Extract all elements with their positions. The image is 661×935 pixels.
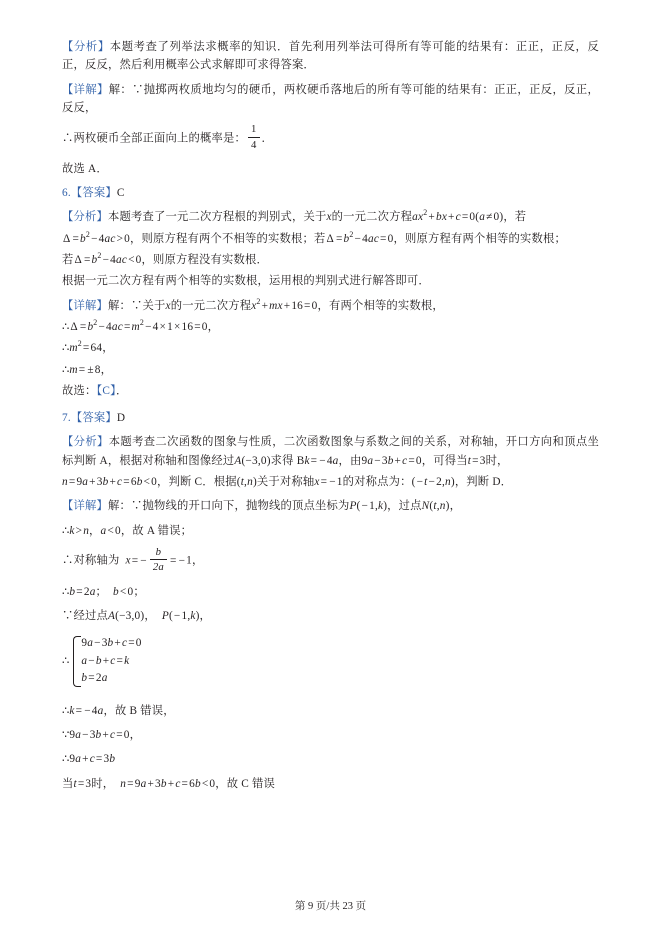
discriminant-negative-math: $\Delta =b^2-4ac<0$ — [74, 251, 142, 267]
probability-text-before: ∴两枚硬币全部正面向上的概率是： — [62, 132, 246, 145]
analysis-paragraph-7: 【分析】本题考查二次函数的图象与性质，二次函数图象与系数之间的关系，对称轴，开口方向和顶点坐标判断 A，根据对称轴和图像经过A(−3,0)求得 Bk= −4a，由9a−3b+c=0，可得当t=3时， — [62, 436, 599, 467]
answer-label-7: 【答案】 — [70, 412, 117, 425]
k-equals-neg4a-math-2: k= −4a — [69, 704, 104, 717]
analysis-conclusion-text-6: 根据一元二次方程有两个相等的实数根，运用根的判别式进行解答即可． — [62, 275, 430, 288]
given-9a-3b-c-line: ∵9a−3b+c=0， — [62, 729, 142, 741]
choose-answer-text: 故选 A． — [62, 162, 108, 175]
question-7-number: 7. — [62, 412, 71, 425]
analysis-conclusion-6 — [62, 272, 599, 290]
solution-text: 解：∵抛掷两枚质地均匀的硬币，两枚硬币落地后的所有等可能的结果有：正正，正反，反正，反反， — [62, 83, 599, 114]
discriminant-line-1: $\Delta =b^2-4ac>0$，则原方程有两个不相等的实数根；若$\Delta =b^2-4ac=0$，则原方程有两个相等的实数根； — [63, 230, 566, 245]
fraction-numerator: 1 — [248, 123, 260, 137]
system-row-2: a−b+c=k — [81, 654, 130, 667]
analysis-text-6a: 本题考查了一元二次方程根的判别式，关于 — [108, 211, 327, 224]
variable-x-6b: x — [165, 299, 171, 312]
equation-quadratic-specific: $x^2+mx+16=0$ — [251, 296, 318, 312]
system-of-equations-line — [62, 635, 599, 688]
fraction-numerator-b: b — [150, 546, 167, 560]
solution-paragraph-7: 【详解】解：∵抛物线的开口向下，抛物线的顶点坐标为P(−1,k)，过点N(t,n)， — [62, 500, 462, 513]
derived-9a-c-line: ∴9a+c=3b — [62, 753, 116, 766]
analysis-label: 【分析】 — [62, 41, 110, 53]
t3-math: t=3 — [73, 777, 92, 790]
k-equals-neg4a: k= −4a — [304, 454, 339, 467]
k-gt-n-line: ∴k>n，a<0，故 A 错误； — [62, 524, 193, 537]
choose-answer-6: 【C】 — [96, 384, 116, 397]
m-squared-line: $\therefore m^2=64$， — [62, 339, 114, 355]
choose-answer-line-1 — [62, 160, 599, 178]
question-7-answer-line — [62, 409, 599, 427]
analysis-text-6b: 的一元二次方程 — [331, 211, 413, 224]
b-equals-2a-line: ∴b=2a； b<0； — [62, 585, 145, 598]
b-equals-2a-math: b=2a — [69, 585, 96, 598]
n-expression-math: n=9a+3b+c=6b<0 — [62, 476, 157, 489]
variable-x-6: x — [326, 211, 332, 224]
analysis-paragraph-7b: n=9a+3b+c=6b<0，判断 C．根据(t,n)关于对称轴x= −1的对称点为：(−t−2,n)，判断 D． — [62, 476, 513, 489]
system-row-1: 9a−3b+c=0 — [81, 637, 142, 650]
page-footer: 第 9 页/共 23 页 — [294, 901, 367, 912]
m-value-line: ∴m= ±8， — [62, 363, 113, 376]
analysis-paragraph-6 — [62, 208, 599, 226]
choose-text-6-before: 故选： — [62, 384, 97, 397]
answer-label-6: 【答案】 — [70, 187, 117, 200]
solution-text-6a: 解：∵关于 — [108, 299, 166, 312]
solution-paragraph-6 — [62, 297, 599, 315]
derived-9a-c-math: 9a+c=3b — [69, 753, 116, 766]
fraction-denominator: 4 — [250, 138, 257, 151]
discriminant-positive-math: $\Delta =b^2-4ac>0$ — [63, 230, 131, 245]
analysis-text-6c: ，若 — [503, 211, 527, 224]
k-gt-n-math: k>n — [69, 524, 90, 537]
solution-label-6: 【详解】 — [62, 299, 108, 312]
symmetric-point: (−t−2,n) — [411, 476, 455, 489]
n-value-math: n=9a+3b+c=6b<0 — [120, 777, 216, 790]
question-6-answer-line — [62, 184, 599, 202]
vertex-P: P(−1,k) — [349, 500, 388, 513]
given-9a-3b-c-math: 9a−3b+c=0 — [69, 729, 130, 741]
probability-line — [62, 123, 599, 151]
b-lt-0-math: b<0 — [113, 585, 134, 598]
axis-x-neg1: x= −1 — [314, 476, 343, 489]
fraction-one-quarter — [248, 123, 260, 151]
solution-text-6c: ，有两个相等的实数根， — [317, 299, 444, 312]
solution-label: 【详解】 — [62, 83, 109, 96]
solution-label-7: 【详解】 — [62, 500, 108, 513]
point-A-again: A(−3,0) — [108, 609, 145, 622]
point-P-again: P(−1,k) — [161, 609, 200, 622]
analysis-paragraph-1 — [62, 38, 599, 75]
discriminant-compute-line: ∴Δ $=b^2-4ac=m^2-4\times 1\times 16=0$， — [62, 318, 220, 333]
discriminant-zero-math: $\Delta =b^2-4ac=0$ — [326, 230, 394, 245]
m-value-math: m= ±8 — [69, 363, 101, 376]
eq-9a-3b-c-zero: 9a−3b+c=0 — [361, 454, 422, 467]
analysis-label-6: 【分析】 — [62, 211, 108, 224]
discriminant-line-2: 若$\Delta =b^2-4ac<0$，则原方程没有实数根． — [62, 251, 268, 267]
system-row-3: b=2a — [81, 672, 108, 685]
choose-answer-line-6 — [62, 382, 599, 400]
system-prefix: ∴ — [62, 655, 70, 668]
equation-system — [71, 635, 141, 688]
point-tn: (t,n) — [236, 476, 257, 489]
answer-value-7: D — [116, 412, 126, 425]
analysis-label-7: 【分析】 — [62, 436, 109, 449]
equation-general-quadratic: $ax^2+bx+c=0(a\ne 0)$ — [412, 208, 504, 224]
answer-value-6: C — [116, 187, 125, 200]
passes-through-points-line: ∵经过点A(−3,0)， P(−1,k)， — [62, 609, 212, 622]
axis-of-symmetry-line: ∴对称轴为 x= − $\frac{b}{2a}$ = −1， — [62, 545, 204, 574]
k-equals-neg4a-line: ∴k= −4a，故 B 错误， — [62, 704, 175, 717]
point-N: N(t,n) — [421, 500, 450, 513]
point-A-coords: A(−3,0) — [234, 454, 271, 467]
t-equals-3: t=3 — [467, 454, 486, 467]
conclusion-C-line: 当t=3时， n=9a+3b+c=6b<0，故 C 错误 — [62, 777, 276, 790]
m-squared-math: $m^2=64$ — [69, 339, 103, 355]
probability-text-after: ． — [261, 132, 274, 145]
fraction-b-over-2a — [150, 546, 167, 574]
choose-text-6-after: ． — [115, 384, 128, 397]
solution-paragraph-1 — [62, 81, 599, 118]
analysis-text: 本题考查了列举法求概率的知识．首先利用列举法可得所有等可能的结果有：正正，正反，反正，反反，然后利用概率公式求解即可求得答案． — [62, 41, 599, 72]
question-6-number: 6. — [62, 187, 71, 200]
fraction-denominator-2a: 2a — [152, 561, 164, 574]
a-lt-0-math: a<0 — [100, 524, 121, 537]
discriminant-compute-math: $\Delta =b^2-4ac=m^2-4\times 1\times 16=0$ — [70, 318, 208, 333]
solution-text-6b: 的一元二次方程 — [170, 299, 252, 312]
